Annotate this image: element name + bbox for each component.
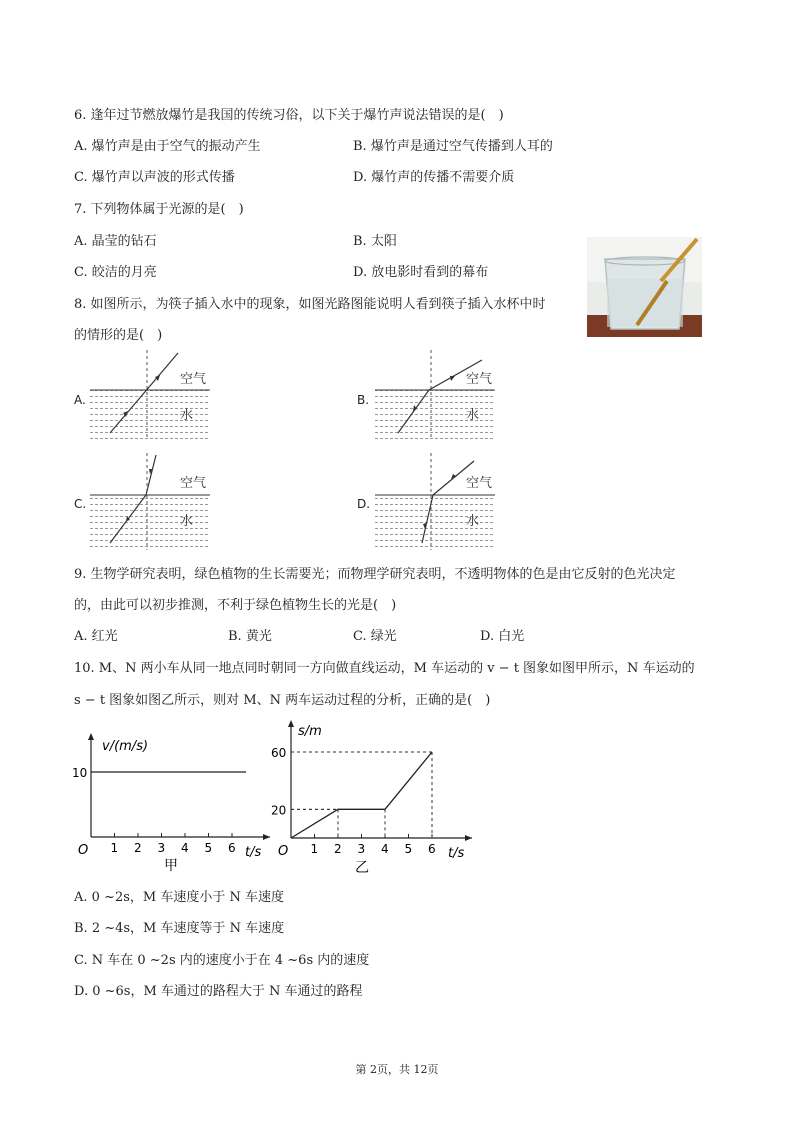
v-t-chart-jia bbox=[70, 725, 275, 875]
q10-stem-line2: s − t 图象如图乙所示，则对 M、N 两车运动过程的分析，正确的是( ) bbox=[74, 693, 491, 708]
q8-stem-line2: 的情形的是( ) bbox=[74, 328, 163, 343]
q6-option-c: C. 爆竹声以声波的形式传播 bbox=[74, 170, 235, 185]
q7-option-c: C. 皎洁的月亮 bbox=[74, 265, 157, 280]
q8-diagram-c bbox=[74, 453, 210, 550]
q8-diagram-d bbox=[357, 453, 495, 550]
q8-diagram-b bbox=[357, 350, 495, 440]
origin-label: O bbox=[78, 843, 89, 858]
q8-stem-line1: 8. 如图所示，为筷子插入水中的现象，如图光路图能说明人看到筷子插入水杯中时 bbox=[74, 297, 546, 312]
y-axis-label: s/m bbox=[298, 724, 322, 739]
x-tick-label: 1 bbox=[310, 842, 319, 856]
y-tick-label: 20 bbox=[271, 803, 287, 818]
q8-option-d: D. bbox=[357, 497, 371, 511]
y-axis-label: v/(m/s) bbox=[102, 739, 149, 754]
series-line-n bbox=[291, 752, 432, 838]
q8-a-water-label: 水 bbox=[180, 408, 194, 423]
y-tick-label: 60 bbox=[271, 746, 287, 760]
chart-caption: 甲 bbox=[164, 858, 178, 874]
s-t-chart-yi bbox=[270, 712, 480, 882]
q8-c-air-label: 空气 bbox=[180, 476, 207, 491]
q6-option-d: D. 爆竹声的传播不需要介质 bbox=[353, 170, 515, 185]
x-tick-label: 2 bbox=[134, 841, 142, 855]
q10-option-c: C. N 车在 0 ~2s 内的速度小于在 4 ~6s 内的速度 bbox=[74, 953, 370, 968]
q10-option-d: D. 0 ~6s，M 车通过的路程大于 N 车通过的路程 bbox=[74, 984, 363, 999]
x-tick-label: 6 bbox=[228, 841, 236, 855]
q10-option-b: B. 2 ~4s，M 车速度等于 N 车速度 bbox=[74, 921, 285, 936]
q8-b-water-label: 水 bbox=[466, 408, 480, 423]
chart-caption: 乙 bbox=[355, 860, 369, 876]
chopstick-in-water-photo bbox=[587, 237, 702, 337]
q7-option-b: B. 太阳 bbox=[353, 234, 397, 249]
x-tick-label: 4 bbox=[181, 841, 189, 855]
q9-option-b: B. 黄光 bbox=[228, 629, 272, 644]
x-tick-label: 4 bbox=[381, 842, 389, 856]
q8-a-air-label: 空气 bbox=[180, 372, 207, 387]
q9-option-d: D. 白光 bbox=[480, 629, 525, 644]
q8-option-a: A. bbox=[74, 393, 86, 407]
q10-option-a: A. 0 ~2s，M 车速度小于 N 车速度 bbox=[74, 890, 284, 905]
y-axis-arrow-icon bbox=[288, 720, 294, 727]
x-tick-label: 2 bbox=[334, 842, 342, 856]
x-tick-label: 1 bbox=[110, 841, 119, 855]
x-tick-label: 3 bbox=[357, 842, 366, 856]
page-footer: 第 2页，共 12页 bbox=[355, 1063, 439, 1076]
q8-option-c: C. bbox=[74, 497, 87, 511]
x-tick-label: 5 bbox=[204, 841, 213, 855]
origin-label: O bbox=[278, 844, 289, 859]
x-tick-label: 3 bbox=[157, 841, 166, 855]
q8-ray-diagrams bbox=[70, 345, 730, 555]
q8-d-water-label: 水 bbox=[466, 514, 480, 529]
q6-stem: 6. 逢年过节燃放爆竹是我国的传统习俗，以下关于爆竹声说法错误的是( ) bbox=[74, 108, 504, 123]
x-axis-arrow-icon bbox=[263, 834, 270, 840]
q8-diagram-a bbox=[74, 350, 210, 440]
q9-stem-line2: 的，由此可以初步推测，不利于绿色植物生长的光是( ) bbox=[74, 598, 397, 613]
q9-option-c: C. 绿光 bbox=[353, 629, 397, 644]
y-axis-arrow-icon bbox=[88, 733, 94, 740]
q7-option-a: A. 晶莹的钻石 bbox=[74, 234, 157, 249]
q8-c-water-label: 水 bbox=[180, 514, 194, 529]
q8-option-b: B. bbox=[357, 393, 370, 407]
y-tick-label: 10 bbox=[72, 766, 88, 780]
q6-option-a: A. 爆竹声是由于空气的振动产生 bbox=[74, 139, 261, 154]
q7-stem: 7. 下列物体属于光源的是( ) bbox=[74, 202, 244, 217]
x-axis-arrow-icon bbox=[465, 835, 472, 841]
q6-option-b: B. 爆竹声是通过空气传播到人耳的 bbox=[353, 139, 553, 154]
x-axis-label: t/s bbox=[245, 845, 262, 860]
q10-stem-line1: 10. M、N 两小车从同一地点同时朝同一方向做直线运动，M 车运动的 v − t 图象如图甲所示，N 车运动的 bbox=[74, 661, 695, 676]
q8-d-air-label: 空气 bbox=[466, 476, 493, 491]
q9-stem-line1: 9. 生物学研究表明，绿色植物的生长需要光；而物理学研究表明，不透明物体的色是由它反射的色光决定 bbox=[74, 567, 676, 582]
q8-b-air-label: 空气 bbox=[466, 372, 493, 387]
x-tick-label: 6 bbox=[428, 842, 436, 856]
x-tick-label: 5 bbox=[404, 842, 413, 856]
q7-option-d: D. 放电影时看到的幕布 bbox=[353, 265, 489, 280]
q9-option-a: A. 红光 bbox=[74, 629, 118, 644]
x-axis-label: t/s bbox=[448, 846, 465, 861]
